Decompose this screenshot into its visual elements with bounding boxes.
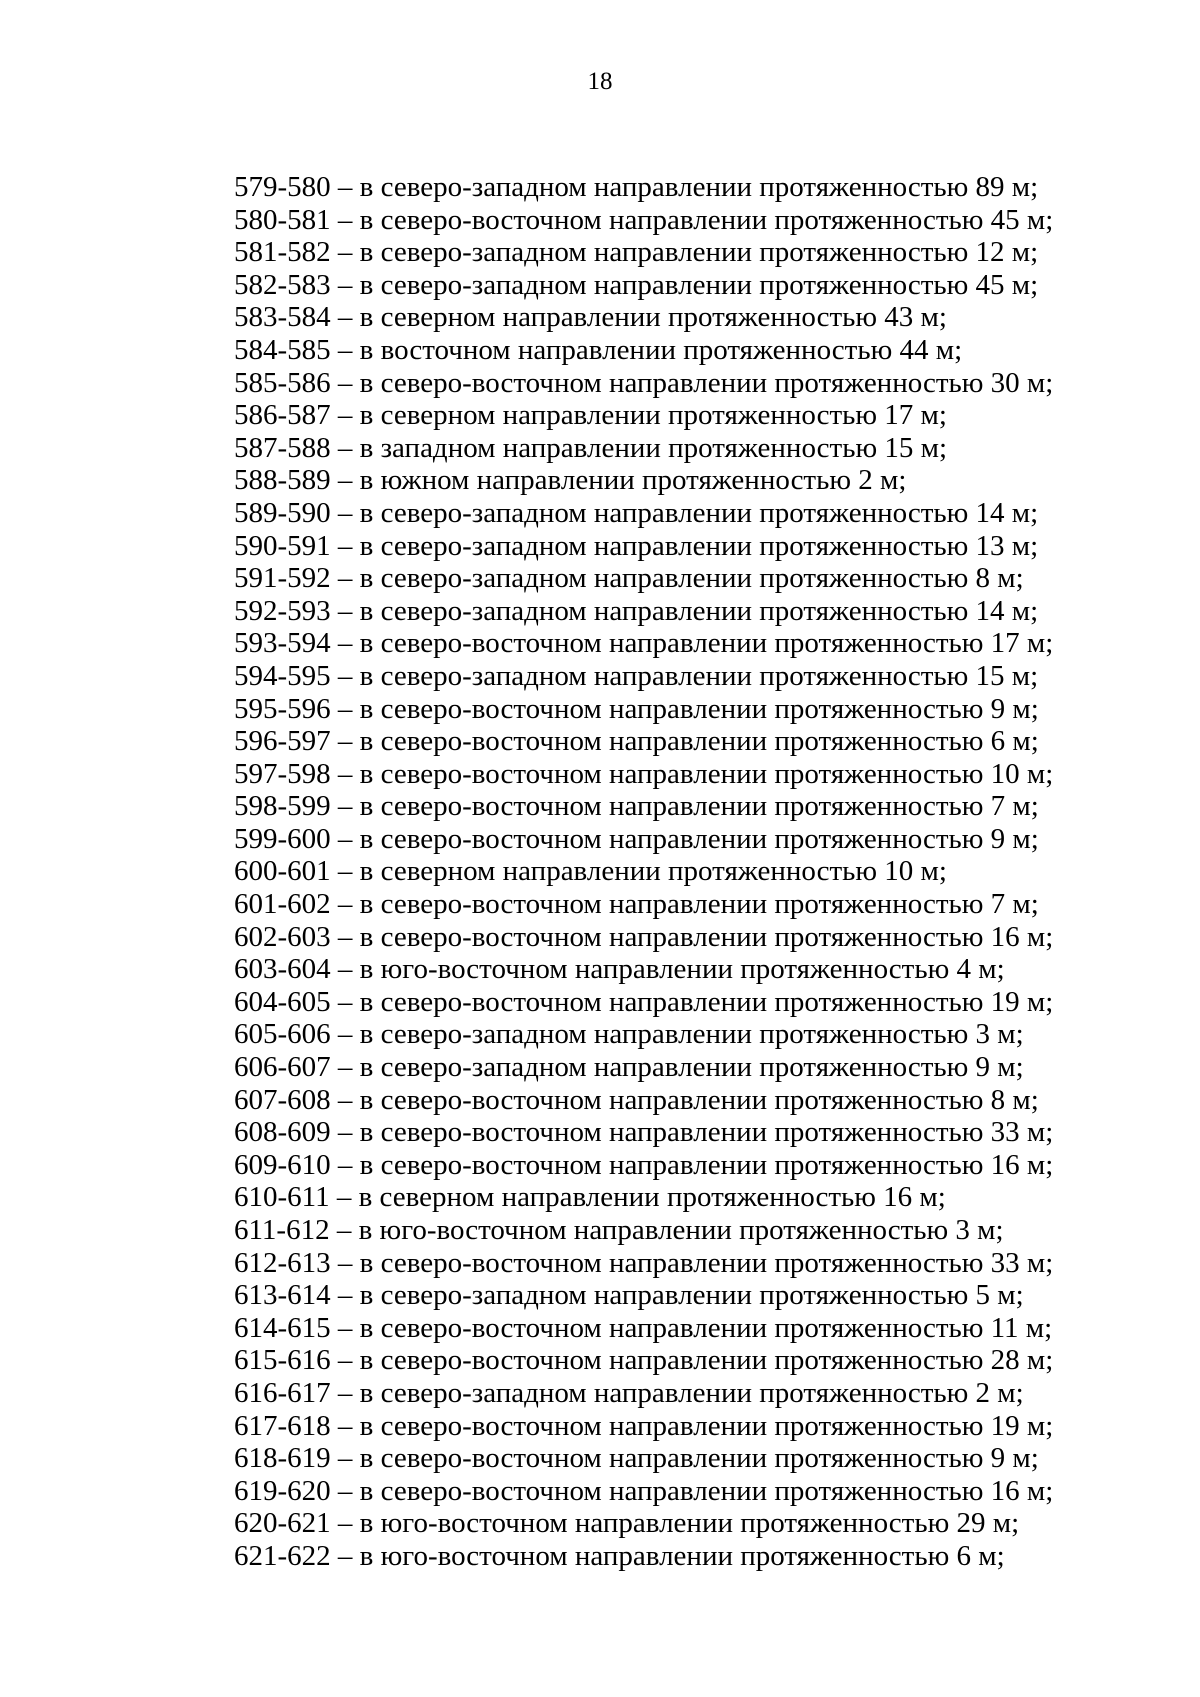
- boundary-segment-line: 601-602 – в северо-восточном направлении протяженностью 7 м;: [234, 888, 1039, 921]
- boundary-segment-line: 592-593 – в северо-западном направлении протяженностью 14 м;: [234, 594, 1039, 627]
- boundary-segment-line: 602-603 – в северо-восточном направлении протяженностью 16 м;: [234, 920, 1054, 953]
- boundary-segment-line: 598-599 – в северо-восточном направлении протяженностью 7 м;: [234, 790, 1039, 823]
- boundary-segment-line: 618-619 – в северо-восточном направлении протяженностью 9 м;: [234, 1442, 1039, 1475]
- boundary-segment-line: 589-590 – в северо-западном направлении протяженностью 14 м;: [234, 496, 1039, 529]
- boundary-segment-line: 614-615 – в северо-восточном направлении протяженностью 11 м;: [234, 1311, 1053, 1344]
- boundary-segment-line: 611-612 – в юго-восточном направлении протяженностью 3 м;: [234, 1214, 1004, 1246]
- boundary-segment-line: 587-588 – в западном направлении протяженностью 15 м;: [234, 431, 948, 464]
- page-number: 18: [587, 68, 613, 95]
- boundary-segment-line: 593-594 – в северо-восточном направлении протяженностью 17 м;: [234, 627, 1054, 660]
- boundary-segment-line: 612-613 – в северо-восточном направлении протяженностью 33 м;: [234, 1246, 1054, 1279]
- boundary-segment-line: 584-585 – в восточном направлении протяженностью 44 м;: [234, 333, 963, 366]
- boundary-segment-line: 594-595 – в северо-западном направлении протяженностью 15 м;: [234, 659, 1039, 692]
- boundary-segment-line: 579-580 – в северо-западном направлении протяженностью 89 м;: [234, 171, 1039, 203]
- boundary-segment-line: 588-589 – в южном направлении протяженностью 2 м;: [234, 464, 907, 497]
- boundary-segment-line: 591-592 – в северо-западном направлении протяженностью 8 м;: [234, 562, 1024, 595]
- boundary-segment-line: 581-582 – в северо-западном направлении протяженностью 12 м;: [234, 236, 1039, 269]
- boundary-segment-line: 609-610 – в северо-восточном направлении протяженностью 16 м;: [234, 1148, 1054, 1181]
- boundary-segment-line: 607-608 – в северо-восточном направлении протяженностью 8 м;: [234, 1083, 1039, 1116]
- boundary-segment-line: 619-620 – в северо-восточном направлении протяженностью 16 м;: [234, 1474, 1054, 1507]
- boundary-segment-line: 586-587 – в северном направлении протяженностью 17 м;: [234, 399, 947, 432]
- boundary-segment-line: 605-606 – в северо-западном направлении протяженностью 3 м;: [234, 1018, 1024, 1051]
- boundary-segment-line: 599-600 – в северо-восточном направлении протяженностью 9 м;: [234, 822, 1039, 855]
- boundary-segment-line: 583-584 – в северном направлении протяженностью 43 м;: [234, 301, 947, 334]
- boundary-segment-line: 590-591 – в северо-западном направлении протяженностью 13 м;: [234, 529, 1039, 562]
- boundary-segment-line: 615-616 – в северо-восточном направлении протяженностью 28 м;: [234, 1344, 1054, 1377]
- boundary-segment-list: [234, 171, 1053, 1573]
- boundary-segment-line: 596-597 – в северо-восточном направлении протяженностью 6 м;: [234, 725, 1039, 758]
- boundary-segment-line: 608-609 – в северо-восточном направлении протяженностью 33 м;: [234, 1116, 1054, 1149]
- boundary-segment-line: 616-617 – в северо-западном направлении протяженностью 2 м;: [234, 1376, 1024, 1409]
- boundary-segment-line: 597-598 – в северо-восточном направлении протяженностью 10 м;: [234, 757, 1054, 790]
- boundary-segment-line: 603-604 – в юго-восточном направлении протяженностью 4 м;: [234, 953, 1005, 986]
- boundary-segment-line: 600-601 – в северном направлении протяженностью 10 м;: [234, 855, 947, 888]
- boundary-segment-line: 604-605 – в северо-восточном направлении протяженностью 19 м;: [234, 985, 1054, 1018]
- boundary-segment-line: 613-614 – в северо-западном направлении протяженностью 5 м;: [234, 1279, 1024, 1312]
- boundary-segment-line: 621-622 – в юго-восточном направлении протяженностью 6 м;: [234, 1539, 1005, 1572]
- boundary-segment-line: 617-618 – в северо-восточном направлении протяженностью 19 м;: [234, 1409, 1054, 1442]
- boundary-segment-line: 580-581 – в северо-восточном направлении протяженностью 45 м;: [234, 203, 1054, 236]
- boundary-segment-line: 595-596 – в северо-восточном направлении протяженностью 9 м;: [234, 692, 1039, 725]
- boundary-segment-line: 582-583 – в северо-западном направлении протяженностью 45 м;: [234, 268, 1039, 301]
- boundary-segment-line: 610-611 – в северном направлении протяженностью 16 м;: [234, 1181, 946, 1214]
- boundary-segment-line: 620-621 – в юго-восточном направлении протяженностью 29 м;: [234, 1507, 1020, 1540]
- boundary-segment-line: 606-607 – в северо-западном направлении протяженностью 9 м;: [234, 1051, 1024, 1084]
- boundary-segment-line: 585-586 – в северо-восточном направлении протяженностью 30 м;: [234, 366, 1054, 399]
